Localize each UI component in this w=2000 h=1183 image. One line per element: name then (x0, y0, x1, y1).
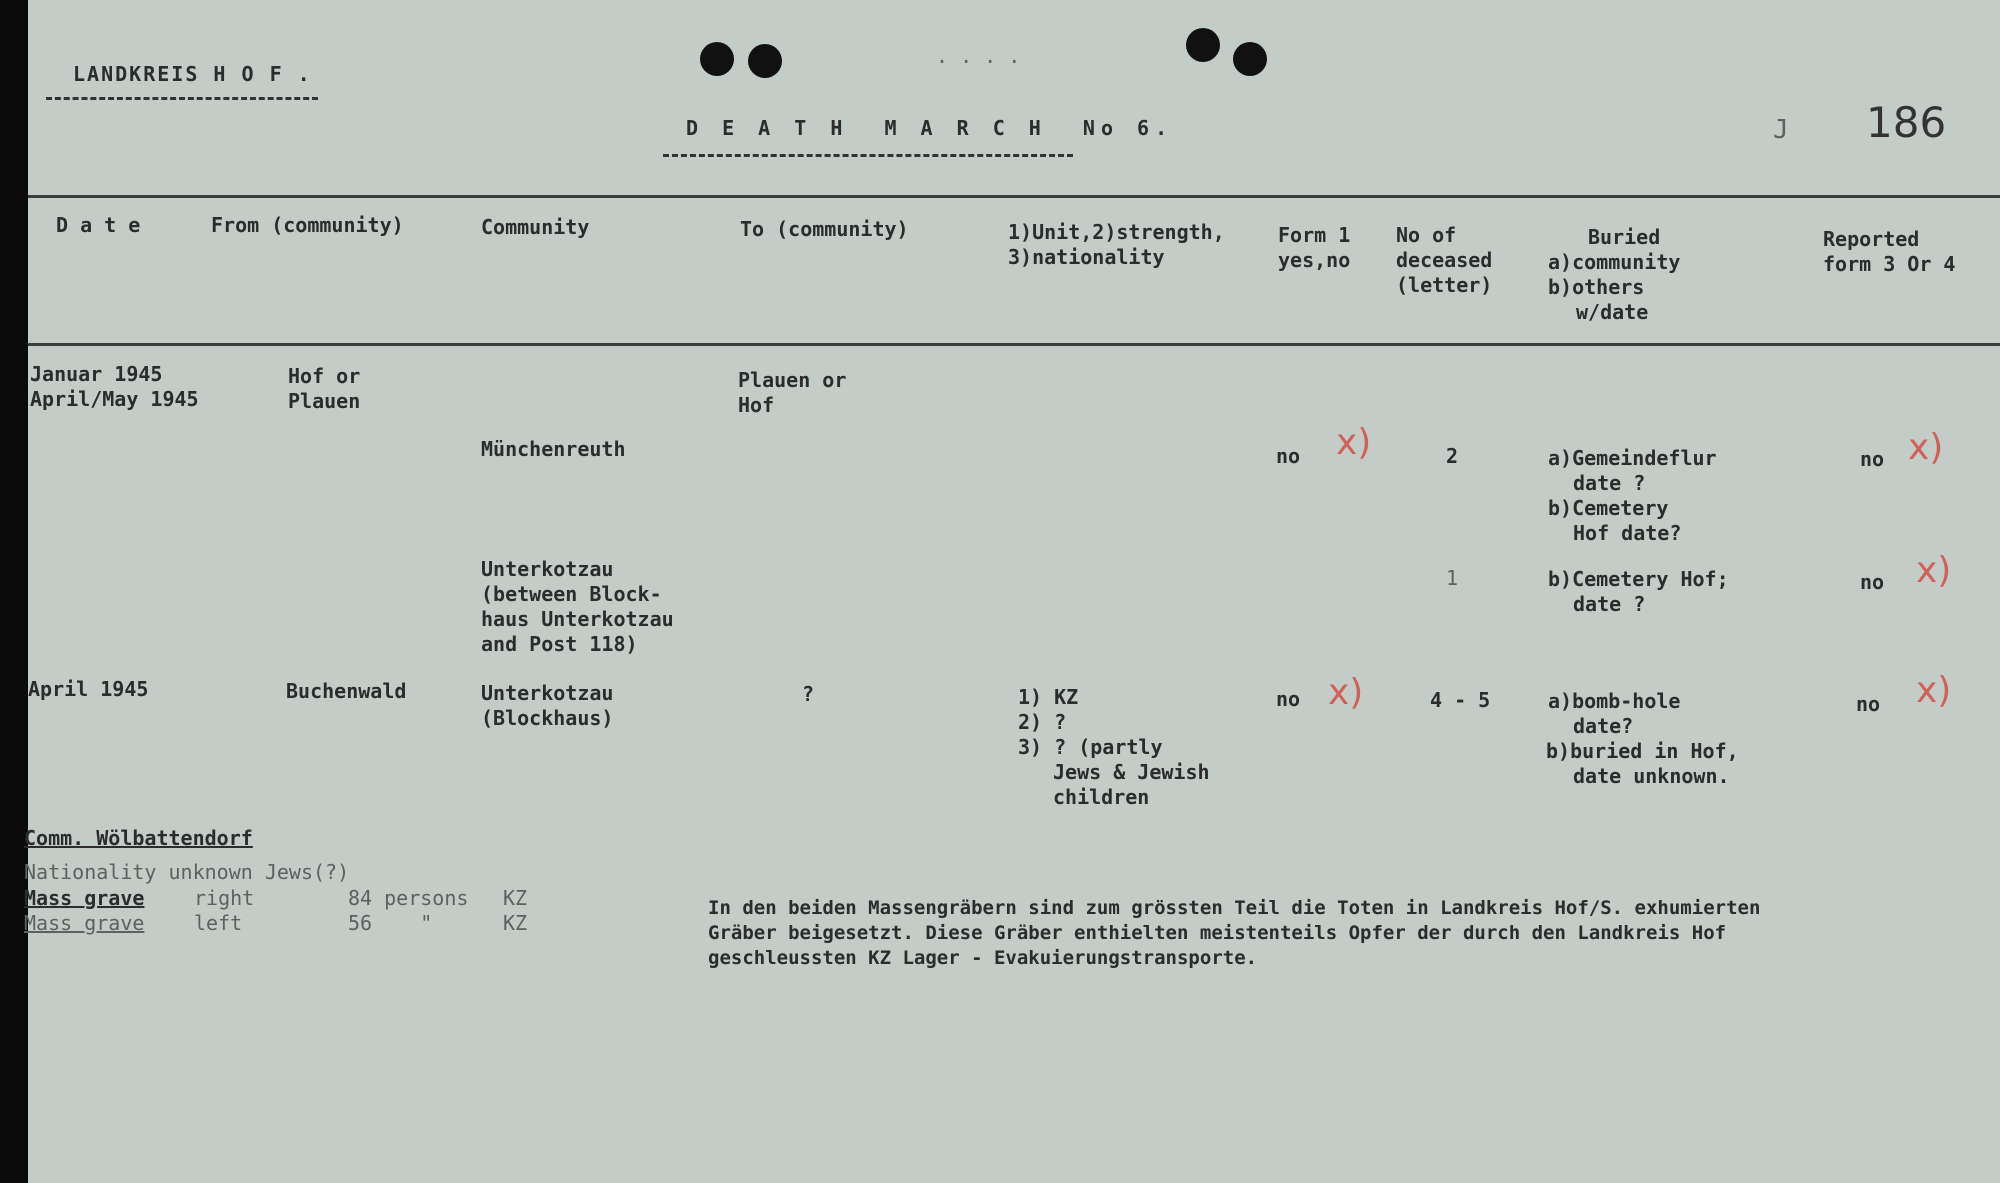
row4-deceased: 4 - 5 (1430, 688, 1491, 712)
mass-grave-count: 56 " (348, 911, 433, 935)
row4-to: ? (802, 682, 815, 706)
red-check-mark: x) (1336, 422, 1372, 463)
row4-community: (Blockhaus) (481, 706, 614, 730)
punch-hole (1186, 28, 1220, 62)
red-check-mark: x) (1916, 670, 1952, 711)
row2-buried: Hof date? (1573, 521, 1682, 545)
row4-buried: b)buried in Hof, (1546, 739, 1739, 763)
row2-deceased: 2 (1446, 444, 1459, 468)
col-header-form1: Form 1 (1278, 223, 1351, 247)
footnote-line: geschleussten KZ Lager - Evakuierungstransporte. (708, 947, 1258, 969)
row4-buried: a)bomb-hole (1548, 689, 1681, 713)
row2-reported: no (1860, 447, 1885, 471)
punch-hole (700, 42, 734, 76)
col-header-form1: yes,no (1278, 248, 1351, 272)
row4-from: Buchenwald (286, 679, 407, 703)
nationality-note: Nationality unknown Jews(?) (24, 860, 350, 884)
row4-date: April 1945 (28, 677, 149, 701)
col-header-community: Community (481, 215, 590, 239)
row3-reported: no (1860, 570, 1885, 594)
punch-hole (748, 44, 782, 78)
col-header-date: D a t e (56, 213, 141, 237)
col-header-buried: b)others (1548, 275, 1645, 299)
row4-unit: children (1053, 785, 1150, 809)
header-dots: . . . . (936, 44, 1021, 68)
col-header-reported: Reported (1823, 227, 1920, 251)
row4-unit: 3) ? (partly (1018, 735, 1163, 759)
row3-community: (between Block- (481, 582, 662, 606)
district-heading: LANDKREIS H O F . (73, 62, 312, 86)
row4-reported: no (1856, 692, 1881, 716)
table-top-rule (28, 195, 2000, 198)
row2-buried: a)Gemeindeflur (1548, 446, 1717, 470)
page-number: 186 (1866, 98, 1947, 147)
col-header-buried: w/date (1576, 300, 1649, 324)
row4-unit: 2) ? (1018, 710, 1067, 734)
file-mark: J (1773, 115, 1789, 145)
title-underline (663, 154, 1073, 157)
footnote-line: Gräber beigesetzt. Diese Gräber enthielten meistenteils Opfer der durch den Landkreis Hof (708, 922, 1727, 944)
mass-grave-label: Mass grave (24, 911, 145, 935)
row3-deceased: 1 (1446, 566, 1459, 590)
document-page (24, 0, 2000, 1183)
mass-grave-unit: KZ (503, 911, 528, 935)
col-header-buried: a)community (1548, 250, 1681, 274)
mass-grave-side: right (194, 886, 255, 910)
row3-community: and Post 118) (481, 632, 638, 656)
col-header-unit: 1)Unit,2)strength, (1008, 220, 1225, 244)
row1-date: April/May 1945 (30, 387, 199, 411)
row4-buried: date unknown. (1573, 764, 1730, 788)
mass-grave-label: Mass grave (24, 886, 145, 910)
col-header-deceased: deceased (1396, 248, 1493, 272)
row1-to: Hof (738, 393, 775, 417)
header-bottom-rule (28, 343, 2000, 346)
community-note: Comm. Wölbattendorf (24, 826, 253, 850)
col-header-buried: Buried (1588, 225, 1661, 249)
document-title: D E A T H M A R C H No 6. (686, 116, 1174, 140)
row2-buried: date ? (1573, 471, 1646, 495)
row2-buried: b)Cemetery (1548, 496, 1669, 520)
footnote-line: In den beiden Massengräbern sind zum grössten Teil die Toten in Landkreis Hof/S. exhumierten (708, 897, 1761, 919)
row1-to: Plauen or (738, 368, 847, 392)
row4-unit: Jews & Jewish (1053, 760, 1210, 784)
mass-grave-unit: KZ (503, 886, 528, 910)
row1-date: Januar 1945 (30, 362, 163, 386)
col-header-from: From (community) (211, 213, 404, 237)
mass-grave-side: left (194, 911, 243, 935)
row3-community: Unterkotzau (481, 557, 614, 581)
row4-unit: 1) KZ (1018, 685, 1079, 709)
col-header-reported: form 3 Or 4 (1823, 252, 1956, 276)
district-underline (46, 97, 318, 100)
col-header-deceased: No of (1396, 223, 1457, 247)
row2-community: Münchenreuth (481, 437, 626, 461)
punch-hole (1233, 42, 1267, 76)
col-header-unit: 3)nationality (1008, 245, 1165, 269)
col-header-deceased: (letter) (1396, 273, 1493, 297)
row3-buried: date ? (1573, 592, 1646, 616)
row3-buried: b)Cemetery Hof; (1548, 567, 1729, 591)
row1-from: Plauen (288, 389, 361, 413)
red-check-mark: x) (1328, 672, 1364, 713)
row4-form1: no (1276, 687, 1301, 711)
mass-grave-count: 84 persons (348, 886, 469, 910)
row3-community: haus Unterkotzau (481, 607, 674, 631)
row2-form1: no (1276, 444, 1301, 468)
col-header-to: To (community) (740, 217, 909, 241)
row1-from: Hof or (288, 364, 361, 388)
row4-community: Unterkotzau (481, 681, 614, 705)
red-check-mark: x) (1908, 427, 1944, 468)
red-check-mark: x) (1916, 550, 1952, 591)
row4-buried: date? (1573, 714, 1634, 738)
